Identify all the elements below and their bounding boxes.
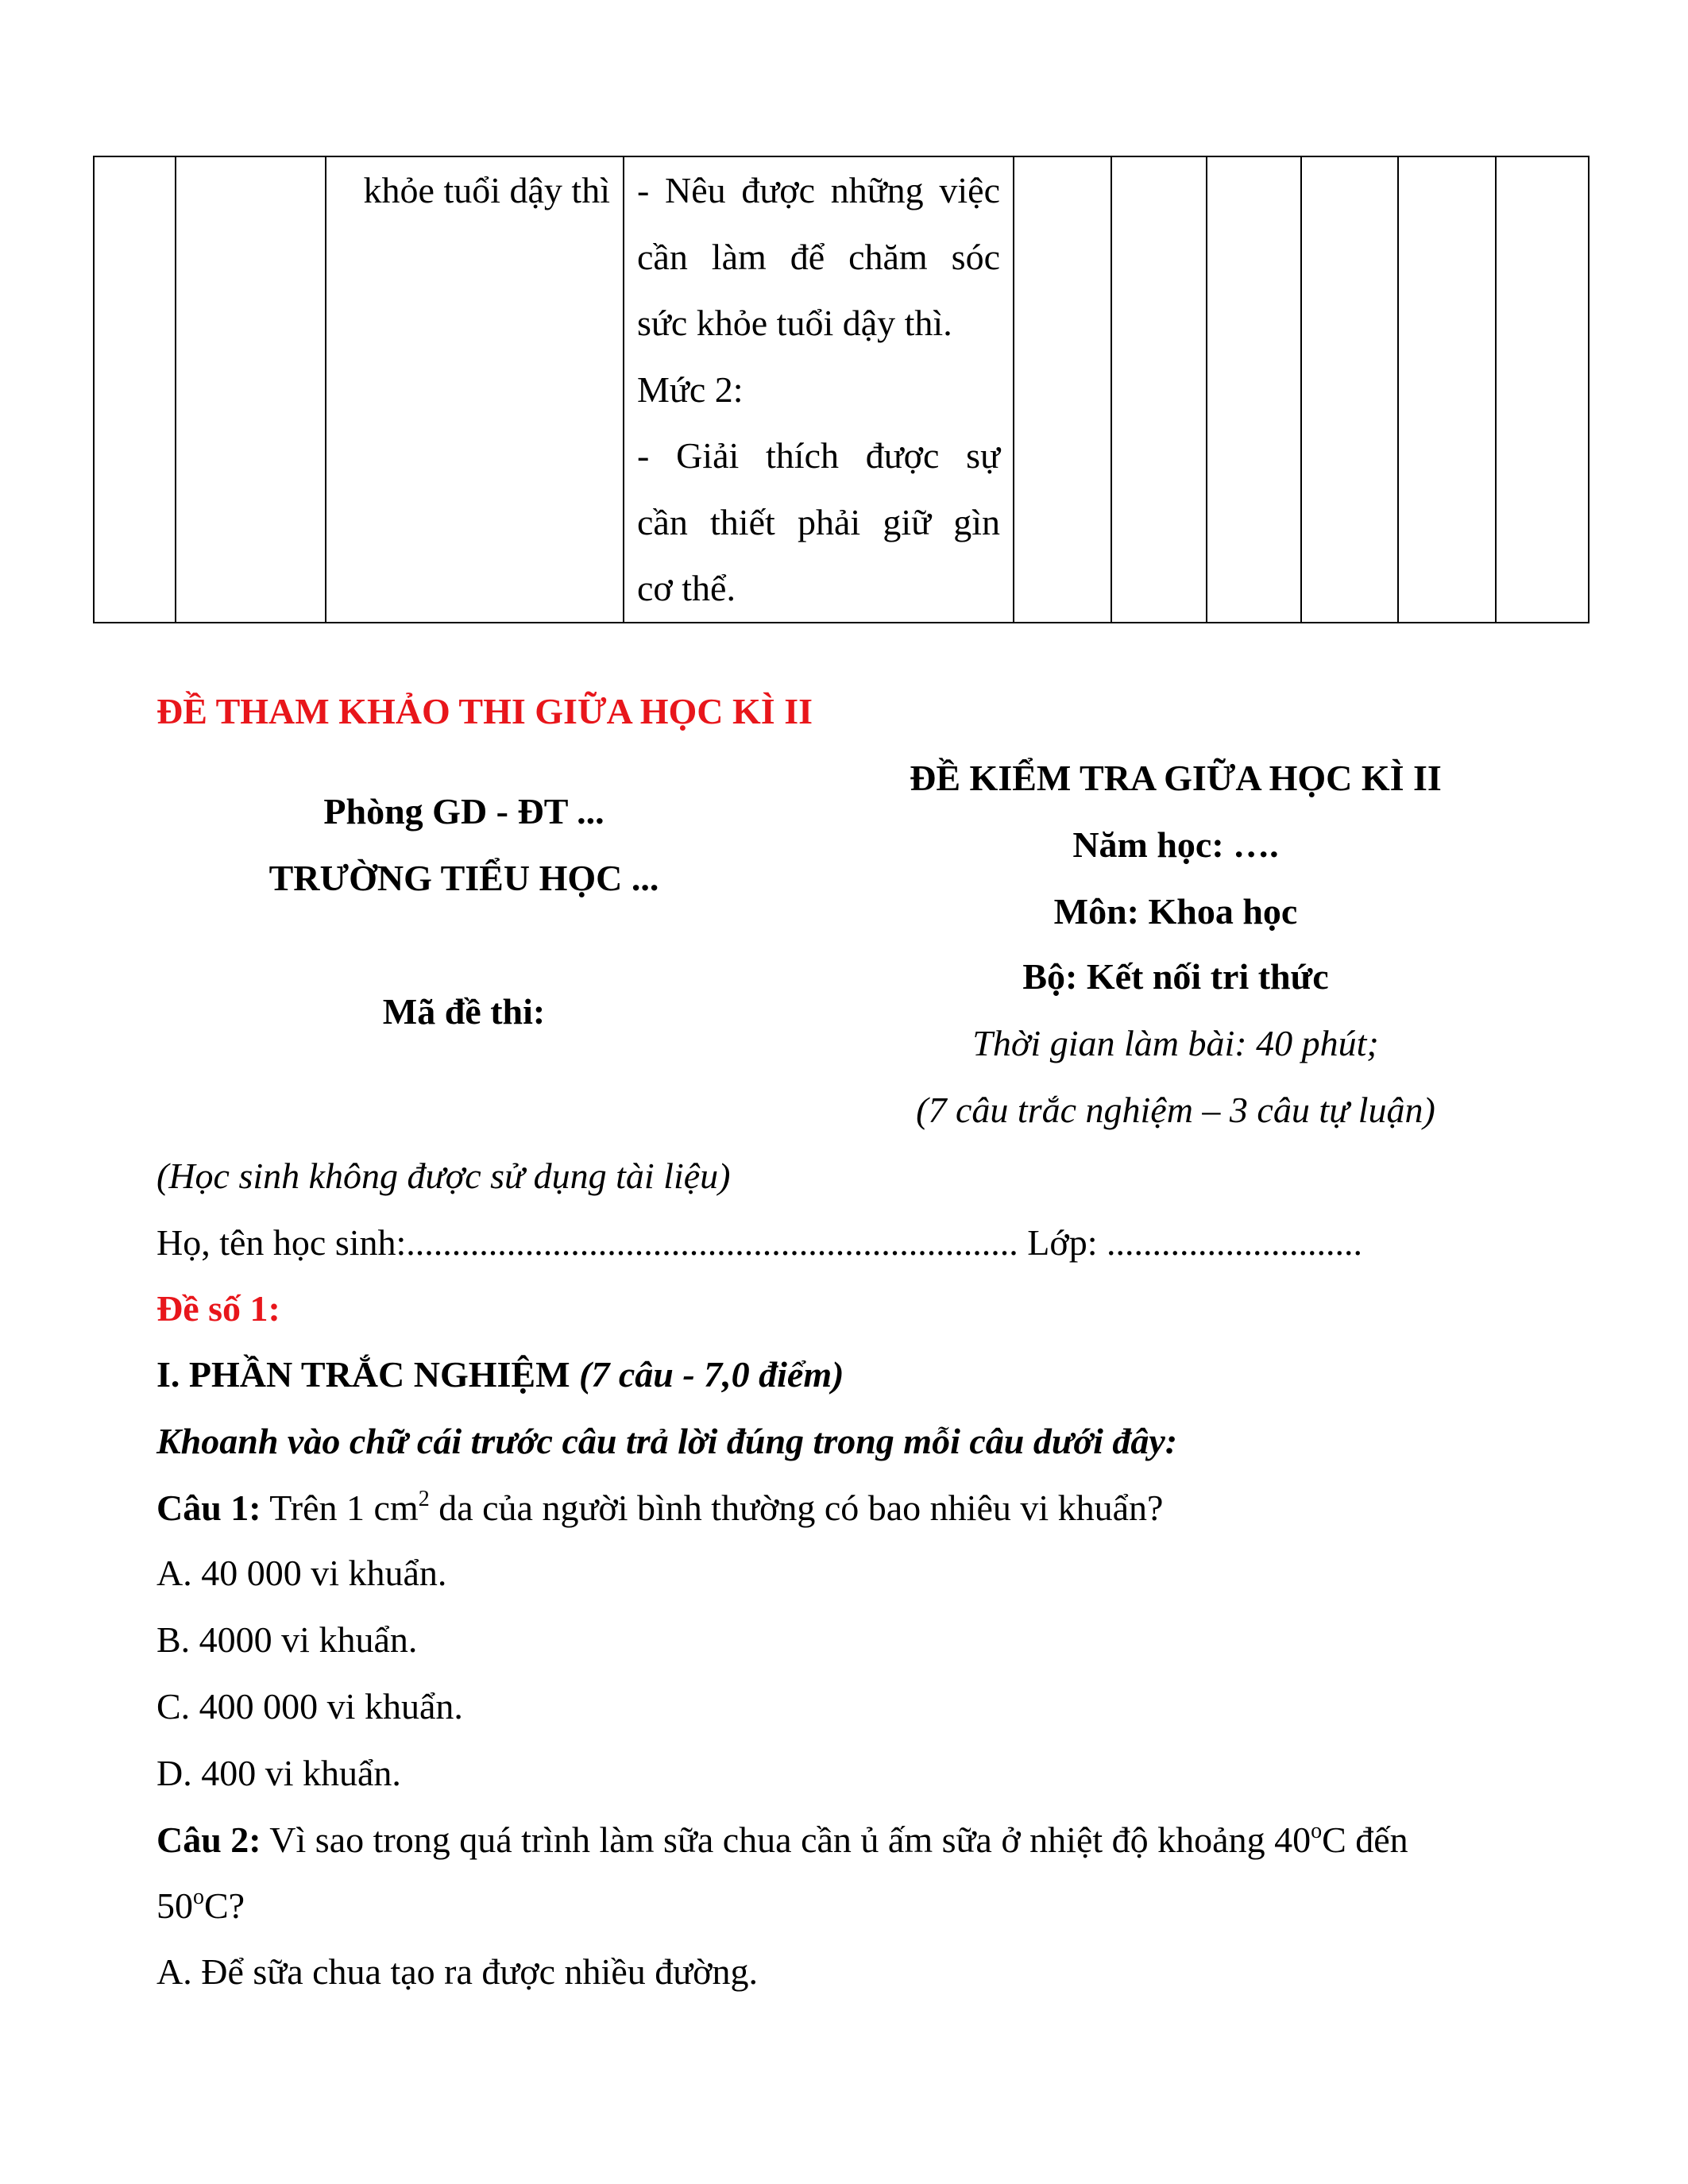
table-cell bbox=[176, 156, 326, 623]
question-text: C đến bbox=[1322, 1819, 1408, 1860]
exam-number: Đề số 1: bbox=[156, 1288, 280, 1329]
superscript: o bbox=[193, 1885, 204, 1909]
section-title: ĐỀ THAM KHẢO THI GIỮA HỌC KÌ II bbox=[156, 691, 813, 731]
superscript: 2 bbox=[418, 1487, 430, 1511]
superscript: o bbox=[1311, 1819, 1323, 1843]
table-cell bbox=[1398, 156, 1496, 623]
table-cell bbox=[1111, 156, 1207, 623]
topic-text: khỏe tuổi dậy thì bbox=[363, 170, 610, 210]
answer-option-a[interactable]: A. 40 000 vi khuẩn. bbox=[156, 1553, 447, 1593]
table-cell bbox=[624, 156, 1014, 623]
subject: Môn: Khoa học bbox=[1053, 891, 1298, 932]
class-label: Lớp: bbox=[1018, 1222, 1107, 1263]
answer-option-c[interactable]: C. 400 000 vi khuẩn. bbox=[156, 1686, 463, 1727]
answer-option-b[interactable]: B. 4000 vi khuẩn. bbox=[156, 1619, 418, 1660]
time-limit: Thời gian làm bài: 40 phút; bbox=[972, 1023, 1379, 1063]
table-cell bbox=[1496, 156, 1589, 623]
question-text: Trên 1 cm bbox=[261, 1488, 419, 1528]
answer-option-a[interactable]: A. Để sữa chua tạo ra được nhiều đường. bbox=[156, 1951, 759, 1992]
question-2-cont bbox=[156, 1873, 245, 1939]
exam-code-label: Mã đề thi: bbox=[382, 991, 546, 1032]
exam-structure: (7 câu trắc nghiệm – 3 câu tự luận) bbox=[916, 1090, 1435, 1130]
part1-points: (7 câu - 7,0 điểm) bbox=[570, 1354, 844, 1395]
objective-line: sức khỏe tuổi dậy thì. bbox=[637, 303, 952, 343]
textbook-series: Bộ: Kết nối tri thức bbox=[1022, 956, 1329, 997]
question-label: Câu 2: bbox=[156, 1819, 261, 1860]
table-cell bbox=[1207, 156, 1301, 623]
name-label: Họ, tên học sinh: bbox=[156, 1222, 407, 1263]
question-2 bbox=[156, 1807, 1529, 1873]
student-info-line bbox=[156, 1210, 1362, 1276]
table-cell bbox=[1014, 156, 1111, 623]
objective-line: - Nêu được những việc bbox=[637, 170, 1000, 210]
objective-line: - Giải thích được sự bbox=[637, 435, 1000, 476]
exam-note: (Học sinh không được sử dụng tài liệu) bbox=[156, 1156, 731, 1196]
part1-instruction: Khoanh vào chữ cái trước câu trả lời đúng trong mỗi câu dưới đây: bbox=[156, 1421, 1178, 1461]
objective-line: cơ thể. bbox=[637, 568, 736, 608]
question-text: C? bbox=[204, 1885, 245, 1926]
objectives-table bbox=[93, 156, 1590, 623]
school-year: Năm học: …. bbox=[1072, 824, 1279, 865]
question-text: da của người bình thường có bao nhiêu vi khuẩn? bbox=[429, 1488, 1164, 1528]
part1-title: I. PHẦN TRẮC NGHIỆM bbox=[156, 1354, 570, 1395]
objective-line: cần làm để chăm sóc bbox=[637, 236, 1000, 277]
question-1 bbox=[156, 1475, 1163, 1542]
name-field: ................................................................... bbox=[406, 1222, 1018, 1263]
office-name: Phòng GD - ĐT ... bbox=[323, 791, 605, 832]
table-cell bbox=[326, 156, 624, 623]
question-text: 50 bbox=[156, 1885, 193, 1926]
objective-line: Mức 2: bbox=[637, 369, 744, 410]
question-label: Câu 1: bbox=[156, 1488, 261, 1528]
answer-option-d[interactable]: D. 400 vi khuẩn. bbox=[156, 1753, 401, 1793]
exam-title: ĐỀ KIỂM TRA GIỮA HỌC KÌ II bbox=[910, 758, 1442, 798]
objective-line: cần thiết phải giữ gìn bbox=[637, 501, 1000, 542]
table-cell bbox=[94, 156, 176, 623]
part1-heading bbox=[156, 1341, 844, 1408]
school-name: TRƯỜNG TIỂU HỌC ... bbox=[268, 858, 659, 898]
class-field: ............................ bbox=[1107, 1222, 1363, 1263]
question-text: Vì sao trong quá trình làm sữa chua cần ủ ấm sữa ở nhiệt độ khoảng 40 bbox=[261, 1819, 1311, 1860]
table-cell bbox=[1301, 156, 1398, 623]
